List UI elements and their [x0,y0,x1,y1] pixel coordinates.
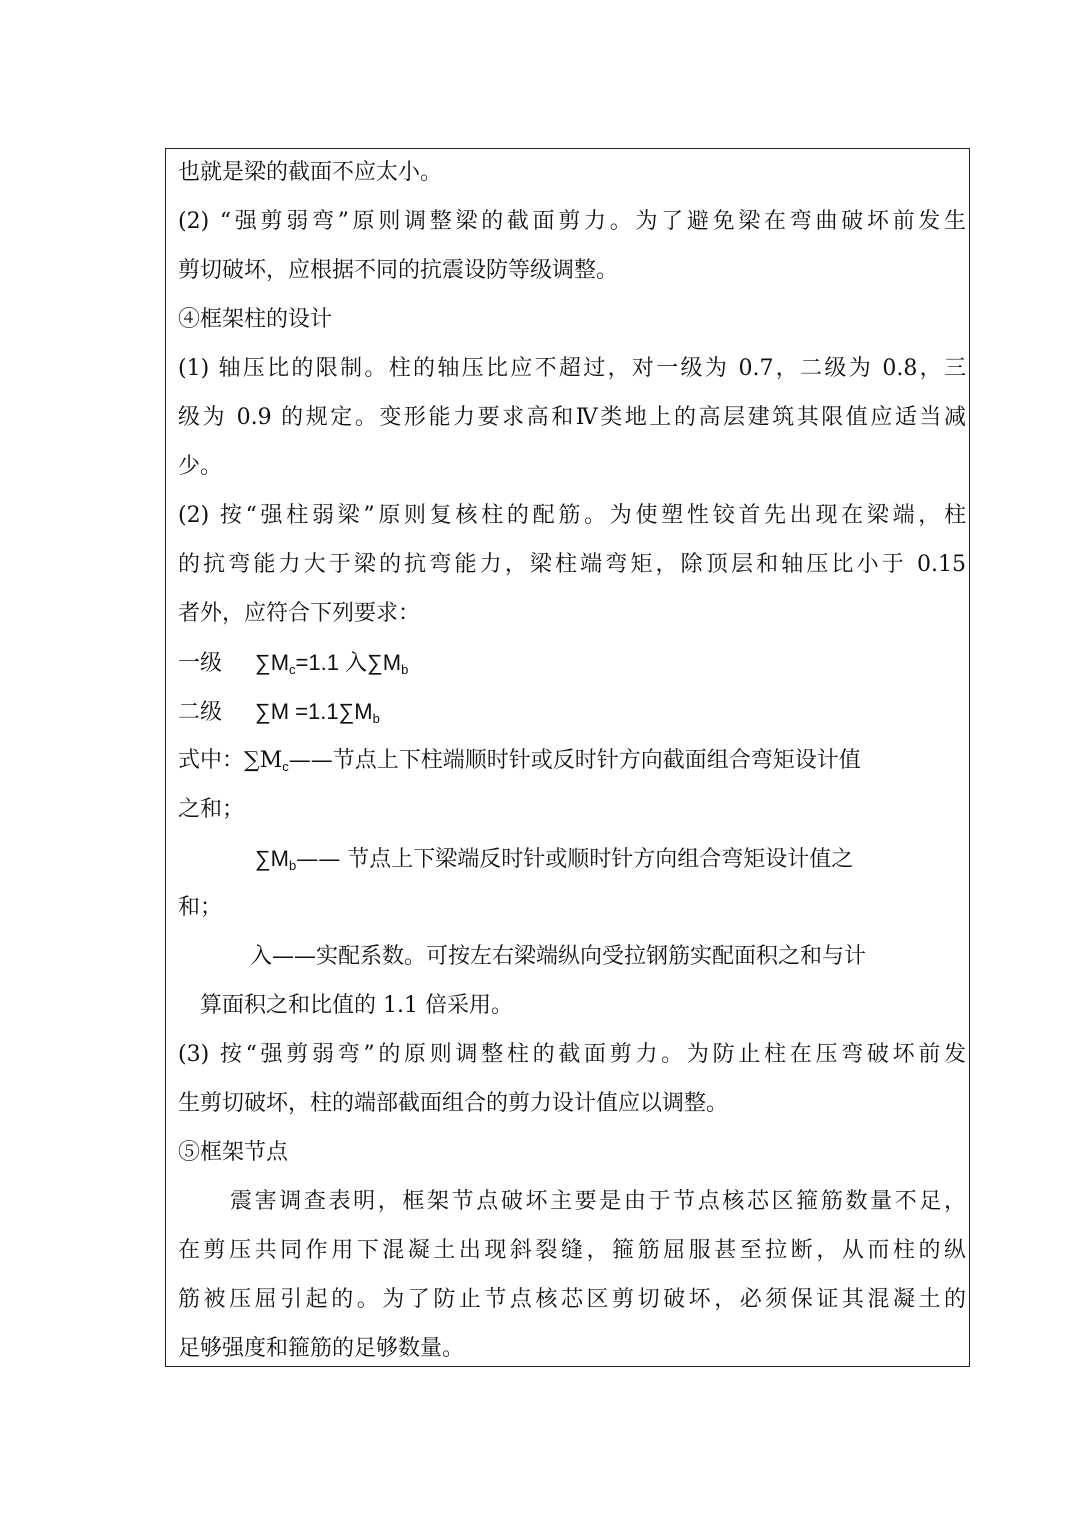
text-line: 算面积之和比值的 1.1 倍采用。 [200,993,513,1018]
text-line: (2) “强剪弱弯”原则调整梁的截面剪力。为了避免梁在弯曲破坏前发生 [178,209,966,234]
formula-expression: $\sum M =1.1\sum M_b$ [255,699,380,726]
section-heading-joints: ⑤框架节点 [178,1140,289,1165]
formula-grade1 [178,648,408,679]
formula-label: 一级 [178,651,223,676]
text-line: 也就是梁的截面不应太小。 [178,160,443,185]
text-line: 震害调查表明，框架节点破坏主要是由于节点核芯区箍筋数量不足， [230,1189,966,1214]
text-line: (2) 按“强柱弱梁”原则复核柱的配筋。为使塑性铰首先出现在梁端，柱 [178,503,966,528]
text-line: 生剪切破坏，柱的端部截面组合的剪力设计值应以调整。 [178,1091,729,1116]
text-line: (3) 按“强剪弱弯”的原则调整柱的截面剪力。为防止柱在压弯破坏前发 [178,1042,966,1067]
text-line: 者外，应符合下列要求： [178,601,421,626]
formula-expression: $\sum M_c=1.1$ 入$\sum M_b$ [255,650,409,677]
text-line: 入——实配系数。可按左右梁端纵向受拉钢筋实配面积之和与计 [250,944,867,969]
text-line: 在剪压共同作用下混凝土出现斜裂缝，箍筋屈服甚至拉断，从而柱的纵 [178,1238,966,1263]
formula-grade2 [178,697,380,728]
section-heading-columns: ④框架柱的设计 [178,307,333,332]
text-line: 剪切破坏，应根据不同的抗震设防等级调整。 [178,258,619,283]
text-line: $\sum M_b——$ 节点上下梁端反时针或顺时针方向组合弯矩设计值之 [255,846,854,873]
text-line: 和； [178,895,223,920]
text-line: 式中：$\sum M_c——$节点上下柱端顺时针或反时针方向截面组合弯矩设计值 [178,748,861,774]
text-line: 少。 [178,454,223,479]
formula-label: 二级 [178,700,223,725]
text-line: 足够强度和箍筋的足够数量。 [178,1336,465,1361]
text-line: 之和； [178,797,245,822]
text-line: (1) 轴压比的限制。柱的轴压比应不超过，对一级为 0.7，二级为 0.8，三 [178,356,966,381]
text-line: 的抗弯能力大于梁的抗弯能力，梁柱端弯矩，除顶层和轴压比小于 0.15 [178,552,966,577]
text-line: 筋被压屈引起的。为了防止节点核芯区剪切破坏，必须保证其混凝土的 [178,1287,966,1312]
text-line: 级为 0.9 的规定。变形能力要求高和Ⅳ类地上的高层建筑其限值应适当减 [178,405,966,430]
